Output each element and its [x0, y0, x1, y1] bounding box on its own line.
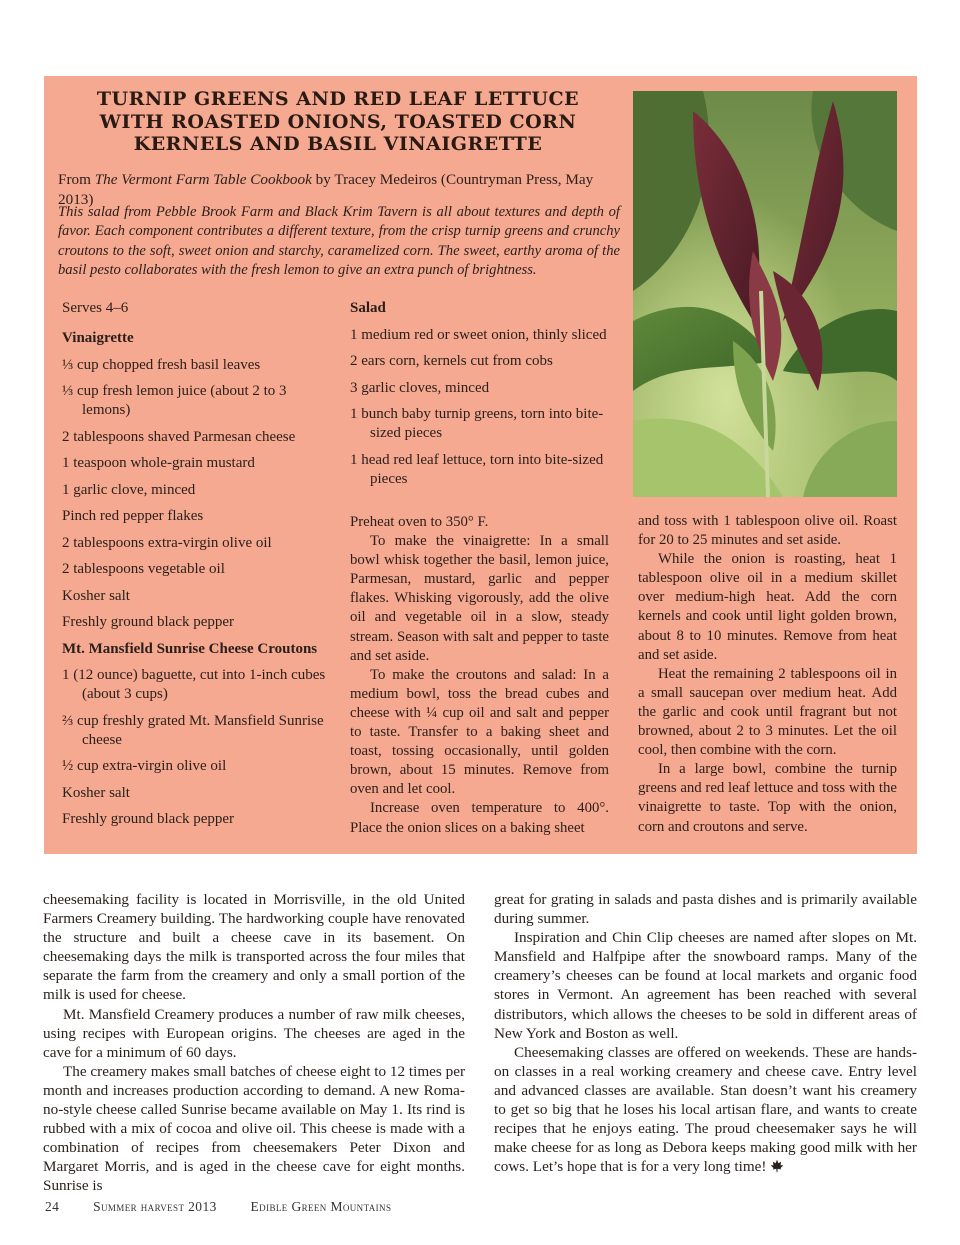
source-prefix: From — [58, 171, 95, 188]
issue-label: Summer harvest 2013 — [93, 1199, 217, 1214]
article-paragraph: Mt. Mansfield Creamery produces a number of raw milk cheeses, using recipes with European origins. The cheeses are aged in the cave for a minimum of 60 days. — [43, 1005, 465, 1061]
direction-paragraph: To make the croutons and salad: In a medium bowl, toss the bread cubes and cheese with ¼ cup oil and salt and pepper to taste. Transfer to a baking sheet and toast, tossing occasionally, until golden brown, about 15 minutes. Remove from oven and let cool. — [350, 666, 609, 798]
ingredient-item: 1 bunch baby turnip greens, torn into bite-sized pieces — [350, 406, 604, 441]
magazine-name: Edible Green Mountains — [250, 1199, 392, 1214]
ingredients-column-left — [62, 299, 337, 837]
page-footer — [45, 1199, 421, 1215]
article-column-right — [494, 890, 917, 1176]
ingredient-item: 1 garlic clove, minced — [62, 481, 196, 498]
article-paragraph: Inspiration and Chin Clip cheeses are named after slopes on Mt. Mansfield and Halfpipe after the snowboard ramps. Many of the creamery’s cheeses can be found at local markets and organic food stores in Vermont. An agreement has been reached with several distributors, which allows the cheeses to be sold in different areas of New York and Boston as well. — [494, 929, 917, 1042]
maple-leaf-icon — [770, 1159, 784, 1173]
direction-paragraph: Preheat oven to 350° F. — [350, 514, 489, 530]
ingredient-item: ½ cup extra-virgin olive oil — [62, 758, 227, 774]
ingredient-item: Kosher salt — [62, 784, 130, 801]
article-last-paragraph — [494, 1043, 917, 1177]
source-book: The Vermont Farm Table Cookbook — [94, 171, 312, 188]
direction-paragraph: Heat the remaining 2 tablespoons oil in a small saucepan over medium heat. Add the garlic and cook until fragrant but not browned, about 2 to 3 minutes. Let the oil cool, then combine with the corn. — [638, 665, 897, 759]
turnip-greens-photo — [633, 91, 897, 497]
direction-paragraph: While the onion is roasting, heat 1 tablespoon olive oil in a medium skillet over medium-high heat. Add the corn kernels and cook until light golden brown, about 8 to 10 minutes. Remove from heat and set aside. — [638, 551, 897, 663]
ingredient-item: Kosher salt — [62, 587, 130, 604]
ingredient-item: 1 teaspoon whole-grain mustard — [62, 455, 255, 471]
source-suffix: by Tracey Medeiros (Countryman Press, May 2013) — [58, 171, 594, 208]
croutons-heading: Mt. Mansfield Sunrise Cheese Croutons — [62, 640, 318, 657]
directions-column-right — [638, 512, 897, 837]
ingredient-item: 2 tablespoons vegetable oil — [62, 561, 225, 577]
direction-paragraph: In a large bowl, combine the turnip greens and red leaf lettuce and toss with the vinaigrette to taste. Top with the onion, corn and croutons and serve. — [638, 761, 897, 835]
ingredient-item: 2 ears corn, kernels cut from cobs — [350, 353, 553, 369]
direction-paragraph: To make the vinaigrette: In a small bowl whisk together the basil, lemon juice, Parmesan, mustard, garlic and pepper flakes. Whisking vigorously, add the olive oil and vegetable oil in a slow, steady stream. Season with salt and pepper to taste and set aside. — [350, 533, 609, 664]
directions-column-left — [350, 513, 609, 838]
article-paragraph: The creamery makes small batches of cheese eight to 12 times per month and increases production according to demand. A new Roma-no-style cheese called Sunrise became available on May 1. Its rind is rubbed with a mix of cocoa and olive oil. This cheese is made with a combination of recipes from cheesemakers Peter Dixon and Margaret Morris, and is aged in the cheese cave for eight months. Sunrise is — [43, 1062, 465, 1195]
salad-heading: Salad — [350, 300, 386, 316]
ingredient-item: 2 tablespoons extra-virgin olive oil — [62, 534, 272, 551]
ingredient-item: 3 garlic cloves, minced — [350, 379, 490, 396]
article-paragraph: great for grating in salads and pasta dishes and is primarily available during summer. — [494, 891, 917, 928]
page-number: 24 — [45, 1199, 60, 1214]
article-paragraph: Cheesemaking classes are offered on weekends. These are hands-on classes in a real working creamery and cheese cave. Entry level and advanced classes are available. Stan doesn’t want his creamery to get so big that he loses his local artisan flare, and wants to create recipes that he enjoys eating. The proud cheesemaker says he will make cheese for as long as Debora keeps making good milk with her cows. Let’s hope that is for a very long time! — [494, 1043, 917, 1176]
ingredient-item: Freshly ground black pepper — [62, 614, 235, 630]
vinaigrette-heading: Vinaigrette — [62, 330, 134, 346]
ingredient-item: ⅓ cup fresh lemon juice (about 2 to 3 lemons) — [62, 383, 287, 418]
ingredient-item: ⅓ cup chopped fresh basil leaves — [62, 356, 261, 373]
ingredient-item: ⅔ cup freshly grated Mt. Mansfield Sunrise cheese — [62, 712, 324, 748]
ingredient-item: 1 medium red or sweet onion, thinly sliced — [350, 326, 607, 343]
ingredients-column-right — [350, 299, 612, 496]
recipe-title: TURNIP GREENS AND RED LEAF LETTUCE WITH ROASTED ONIONS, TOASTED CORN KERNELS AND BASIL VINAIGRETTE — [96, 88, 580, 155]
direction-paragraph: Increase oven temperature to 400°. Place the onion slices on a baking sheet — [350, 800, 609, 836]
article-paragraph: cheesemaking facility is located in Morrisville, in the old United Farmers Creamery building. The hardworking couple have renovated the structure and built a cheese cave in its basement. On cheesemaking days the milk is transported across the four miles that separate the farm from the creamery and only a small portion of the milk is used for cheese. — [43, 891, 465, 1004]
article-column-left — [43, 890, 465, 1196]
ingredient-item: Pinch red pepper flakes — [62, 508, 204, 524]
photo-illustration — [633, 91, 897, 497]
ingredient-item: Freshly ground black pepper — [62, 811, 235, 827]
ingredient-item: 2 tablespoons shaved Parmesan cheese — [62, 428, 296, 445]
direction-paragraph: and toss with 1 tablespoon olive oil. Roast for 20 to 25 minutes and set aside. — [638, 513, 897, 549]
recipe-intro: This salad from Pebble Brook Farm and Black Krim Tavern is all about textures and depth of favor. Each component contributes a different texture, from the crisp turnip greens and crunchy croutons to the soft, sweet onion and starchy, caramelized corn. The sweet, earthy aroma of the basil pesto collaborates with the fresh lemon to give an extra punch of brightness. — [58, 204, 620, 278]
serves: Serves 4–6 — [62, 300, 129, 316]
ingredient-item: 1 head red leaf lettuce, torn into bite-sized pieces — [350, 451, 604, 487]
ingredient-item: 1 (12 ounce) baguette, cut into 1-inch cubes (about 3 cups) — [62, 667, 326, 702]
